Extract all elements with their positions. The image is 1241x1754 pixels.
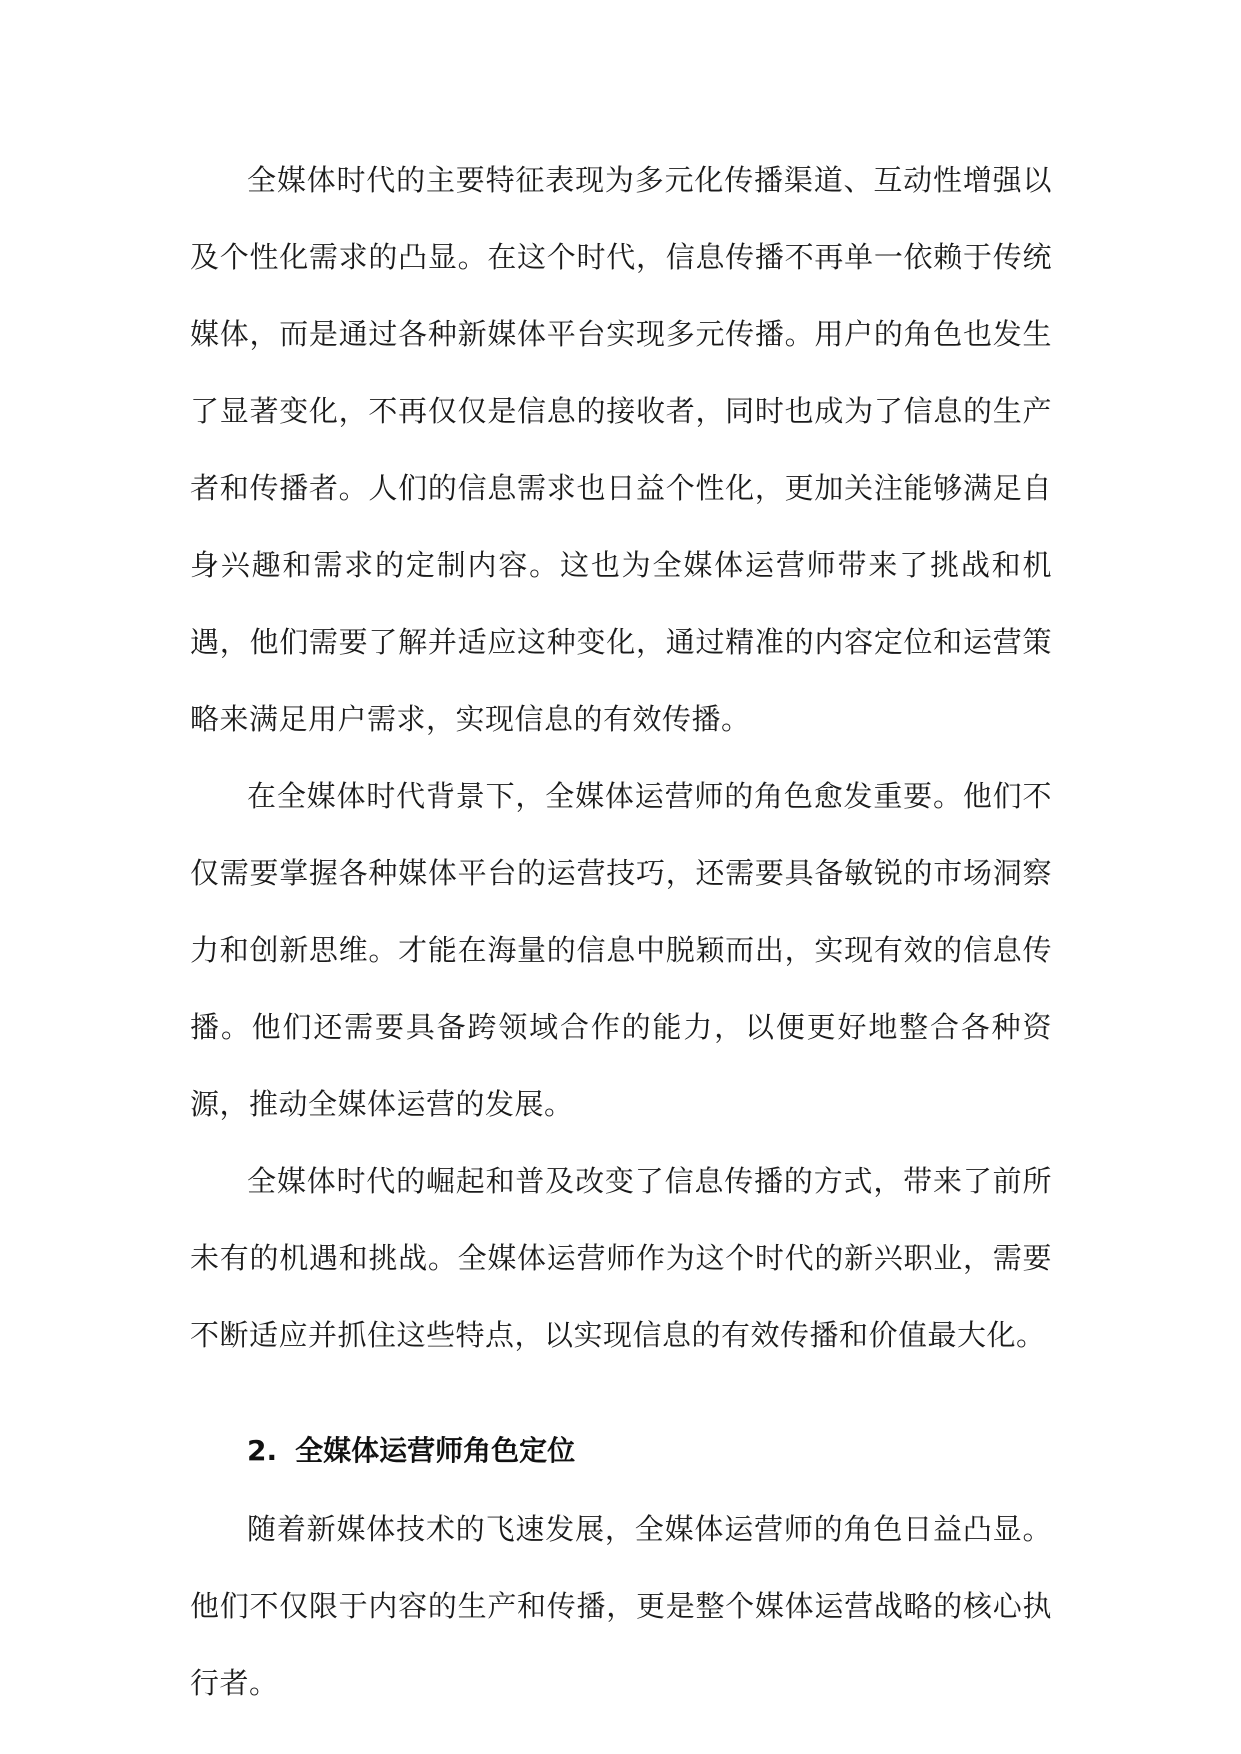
section-title: 全媒体运营师角色定位: [295, 1434, 576, 1467]
paragraph-media-era-features: 全媒体时代的主要特征表现为多元化传播渠道、互动性增强以及个性化需求的凸显。在这个时代，信息传播不再单一依赖于传统媒体，而是通过各种新媒体平台实现多元传播。用户的角色也发生了显著变化，不再仅仅是信息的接收者，同时也成为了信息的生产者和传播者。人们的信息需求也日益个性化，更加关注能够满足自身兴趣和需求的定制内容。这也为全媒体运营师带来了挑战和机遇，他们需要了解并适应这种变化，通过精准的内容定位和运营策略来满足用户需求，实现信息的有效传播。: [190, 163, 1052, 736]
section-heading: [190, 1374, 1052, 1491]
paragraph-operator-importance: 在全媒体时代背景下，全媒体运营师的角色愈发重要。他们不仅需要掌握各种媒体平台的运营技巧，还需要具备敏锐的市场洞察力和创新思维。才能在海量的信息中脱颖而出，实现有效的信息传播。他们还需要具备跨领域合作的能力，以便更好地整合各种资源，推动全媒体运营的发展。: [190, 779, 1052, 1121]
document-body: [190, 142, 1052, 1722]
section-number: 2.: [247, 1434, 278, 1467]
paragraph-opportunities-challenges: 全媒体时代的崛起和普及改变了信息传播的方式，带来了前所未有的机遇和挑战。全媒体运营师作为这个时代的新兴职业，需要不断适应并抓住这些特点，以实现信息的有效传播和价值最大化。: [190, 1164, 1052, 1352]
paragraph-role-positioning: 随着新媒体技术的飞速发展，全媒体运营师的角色日益凸显。他们不仅限于内容的生产和传播，更是整个媒体运营战略的核心执行者。: [190, 1512, 1052, 1700]
